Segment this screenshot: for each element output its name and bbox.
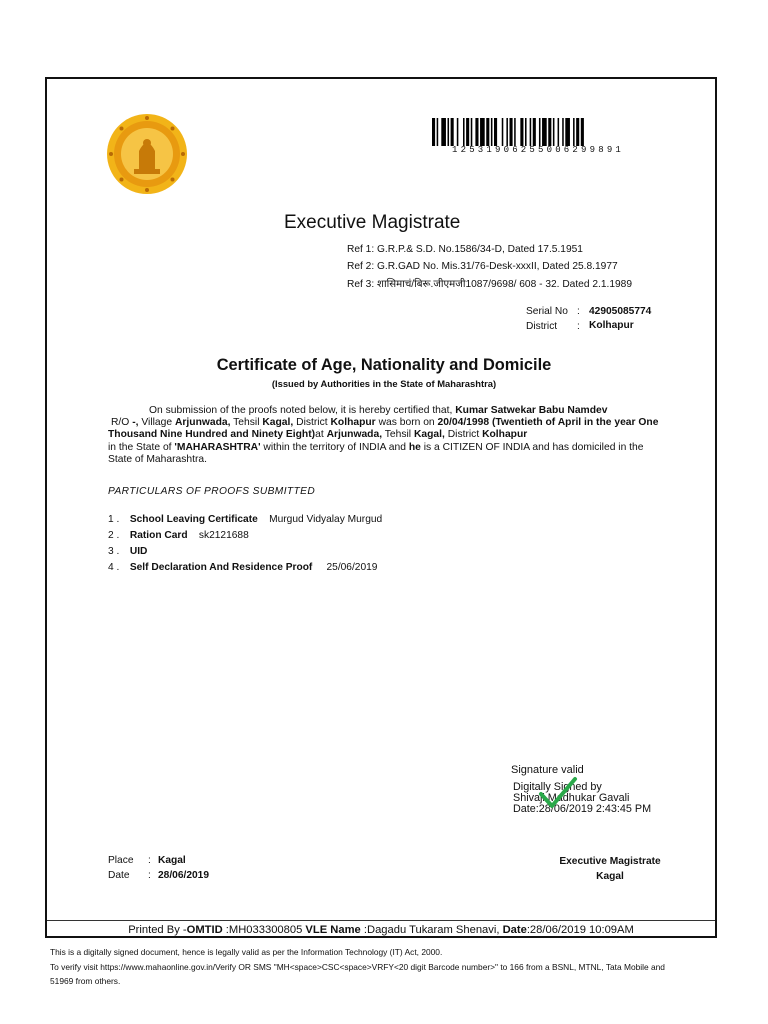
proof-label: Ration Card (129, 530, 188, 541)
reference-2: Ref 2: G.R.GAD No. Mis.31/76-Desk-xxxII, Dated 25.8.1977 (347, 261, 618, 272)
serial-label: Serial No (526, 306, 568, 317)
pronoun: he (408, 441, 421, 453)
district-value-2: Kolhapur (482, 429, 528, 441)
proof-number: 4 . (108, 562, 120, 573)
proof-number: 3 . (108, 546, 120, 557)
state-value: 'MAHARASHTRA' (174, 441, 261, 453)
date-of-birth: 20/04/1998 (Twentieth of April in the year One Thousand Nine Hundred and Ninety Eight) (108, 417, 659, 441)
date-value: 28/06/2019 (158, 870, 209, 881)
tehsil-label-2: Tehsil (384, 429, 412, 441)
proof-item (108, 546, 147, 557)
district-label: District (526, 321, 558, 332)
proof-number: 1 . (108, 514, 120, 525)
body-intro: On submission of the proofs noted below, it is hereby certified that, (149, 405, 453, 416)
serial-value: 42905085774 (589, 306, 652, 317)
place-label: Place (108, 855, 134, 866)
at-text: at (315, 429, 324, 441)
signature-line-3: Date:28/06/2019 2:43:45 PM (513, 803, 652, 815)
omtid-value: :MH033300805 (225, 924, 303, 936)
reference-1: Ref 1: G.R.P.& S.D. No.1586/34-D, Dated 17.5.1951 (347, 244, 583, 255)
printed-prefix: Printed By - (128, 924, 187, 936)
tehsil-label: Tehsil (233, 417, 260, 429)
tehsil-value-2: Kagal, (413, 429, 445, 441)
omtid-label: OMTID (186, 924, 223, 936)
state-text: in the State of (108, 441, 172, 453)
district-label-body: District (296, 417, 328, 429)
proof-item (108, 562, 377, 573)
citizen-text: is a CITIZEN OF INDIA and has domiciled in the State of Maharashtra. (108, 441, 644, 465)
proofs-heading: PARTICULARS OF PROOFS SUBMITTED (108, 486, 316, 497)
divider (47, 920, 715, 921)
checkmark-icon (538, 776, 578, 810)
proof-value: sk2121688 (198, 530, 249, 541)
vle-label: VLE Name (305, 924, 361, 936)
certificate-subtitle: (Issued by Authorities in the State of Maharashtra) (271, 378, 497, 389)
proof-item (108, 530, 249, 541)
proof-label: Self Declaration And Residence Proof (129, 562, 313, 573)
officer-place: Kagal (596, 871, 624, 882)
district-label-2: District (447, 429, 480, 441)
verify-note-cont: 51969 from others. (50, 976, 121, 986)
certificate-title: Certificate of Age, Nationality and Domicile (216, 356, 552, 374)
proof-label: School Leaving Certificate (129, 514, 258, 525)
ro-value: -, (132, 417, 139, 429)
reference-3: Ref 3: शासिमाचं/बिरू.जीएमजी1087/9698/ 608 - 32. Dated 2.1.1989 (347, 279, 632, 290)
officer-title: Executive Magistrate (559, 856, 661, 867)
birth-place: Arjunwada, (326, 429, 383, 441)
proof-item (108, 514, 382, 525)
within-text: within the territory of INDIA and (263, 441, 406, 453)
date-label: Date (108, 870, 130, 881)
printed-date-value: :28/06/2019 10:09AM (526, 924, 634, 936)
tehsil-value: Kagal, (262, 417, 294, 429)
legal-note: This is a digitally signed document, hence is legally valid as per the Information Technology (IT) Act, 2000. (50, 947, 443, 957)
printed-date-label: Date (502, 924, 527, 936)
certificate-body (108, 405, 668, 466)
holder-name: Kumar Satwekar Babu Namdev (455, 405, 608, 416)
printed-by-line (47, 924, 715, 936)
barcode-icon (432, 118, 638, 146)
proof-number: 2 . (108, 530, 120, 541)
signature-line-1: Digitally Signed by (513, 781, 602, 793)
ro-label: R/O (111, 417, 130, 429)
district-value: Kolhapur (589, 320, 634, 331)
proof-value: 25/06/2019 (326, 562, 378, 573)
page-title: Executive Magistrate (284, 212, 461, 233)
proof-label: UID (129, 546, 148, 557)
vle-value: :Dagadu Tukaram Shenavi, (363, 924, 500, 936)
village-label: Village (141, 417, 173, 429)
barcode-number: 12531906255006299891 (452, 145, 625, 155)
verify-note: To verify visit https://www.mahaonline.gov.in/Verify OR SMS "MH<space>CSC<space>VRFY<20 digit Barcode number>" to 166 from a BSNL, MTNL, Tata Mobile and (50, 962, 665, 972)
born-text: was born on (378, 417, 435, 429)
maharashtra-seal-icon (106, 113, 188, 195)
village-value: Arjunwada, (174, 417, 231, 429)
district-value-body: Kolhapur (330, 417, 376, 429)
signature-line-2: Shivaji Madhukar Gavali (513, 792, 630, 804)
proof-value: Murgud Vidyalay Murgud (269, 514, 383, 525)
signature-status: Signature valid (511, 764, 584, 776)
place-value: Kagal (158, 855, 186, 866)
